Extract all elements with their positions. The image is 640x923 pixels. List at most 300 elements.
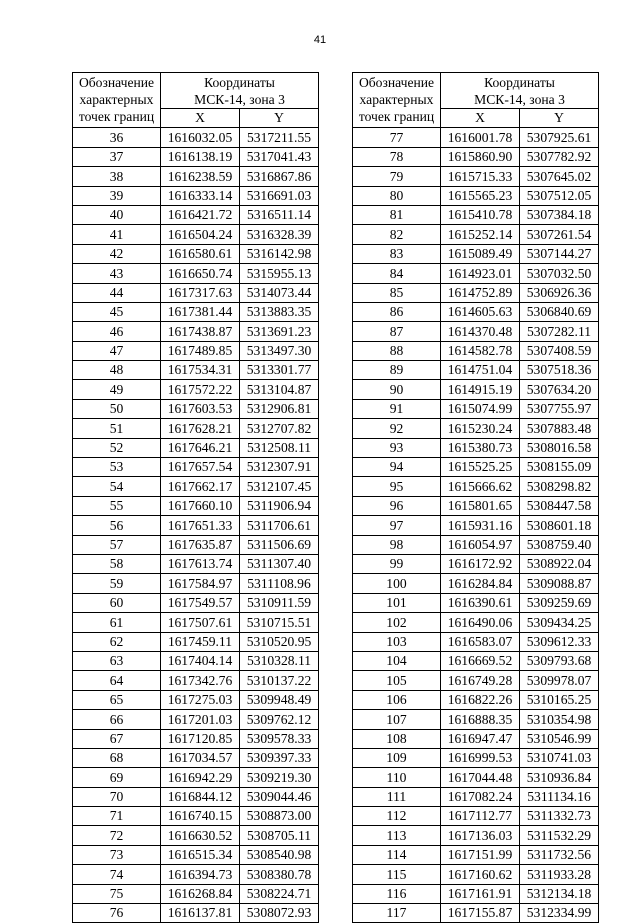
- x-coordinate-cell: 1617628.21: [161, 419, 240, 438]
- y-coordinate-cell: 5308298.82: [520, 477, 599, 496]
- x-coordinate-cell: 1615074.99: [441, 399, 520, 418]
- table-row: [73, 651, 319, 670]
- point-number-cell: 94: [353, 458, 441, 477]
- table-row: [73, 787, 319, 806]
- point-number-cell: 90: [353, 380, 441, 399]
- point-number-cell: 65: [73, 690, 161, 709]
- y-coordinate-cell: 5310741.03: [520, 748, 599, 767]
- point-number-cell: 110: [353, 768, 441, 787]
- x-coordinate-cell: 1616421.72: [161, 205, 240, 224]
- point-number-cell: 74: [73, 865, 161, 884]
- y-coordinate-cell: 5309948.49: [240, 690, 319, 709]
- y-coordinate-cell: 5307645.02: [520, 167, 599, 186]
- table-row: [353, 516, 599, 535]
- x-coordinate-cell: 1616515.34: [161, 845, 240, 864]
- point-number-cell: 108: [353, 729, 441, 748]
- x-coordinate-cell: 1616844.12: [161, 787, 240, 806]
- y-coordinate-cell: 5310715.51: [240, 613, 319, 632]
- point-number-cell: 95: [353, 477, 441, 496]
- point-number-cell: 79: [353, 167, 441, 186]
- y-coordinate-cell: 5309434.25: [520, 613, 599, 632]
- y-coordinate-cell: 5307512.05: [520, 186, 599, 205]
- point-number-cell: 39: [73, 186, 161, 205]
- y-coordinate-cell: 5307925.61: [520, 128, 599, 147]
- x-coordinate-cell: 1616650.74: [161, 264, 240, 283]
- x-coordinate-cell: 1616669.52: [441, 651, 520, 670]
- x-coordinate-cell: 1616390.61: [441, 593, 520, 612]
- point-label-header: Обозначение характерных точек границ: [353, 73, 441, 128]
- x-coordinate-cell: 1614751.04: [441, 361, 520, 380]
- table-row: [73, 128, 319, 147]
- y-coordinate-cell: 5312107.45: [240, 477, 319, 496]
- y-coordinate-cell: 5310520.95: [240, 632, 319, 651]
- point-number-cell: 63: [73, 651, 161, 670]
- x-coordinate-cell: 1617438.87: [161, 322, 240, 341]
- y-coordinate-cell: 5310911.59: [240, 593, 319, 612]
- table-row: [73, 458, 319, 477]
- coordinates-table-right: [352, 72, 599, 923]
- table-row: [353, 632, 599, 651]
- y-coordinate-cell: 5307384.18: [520, 205, 599, 224]
- x-coordinate-cell: 1616947.47: [441, 729, 520, 748]
- point-number-cell: 99: [353, 554, 441, 573]
- y-coordinate-cell: 5308922.04: [520, 554, 599, 573]
- x-coordinate-cell: 1617635.87: [161, 535, 240, 554]
- x-coordinate-cell: 1617275.03: [161, 690, 240, 709]
- y-coordinate-cell: 5309578.33: [240, 729, 319, 748]
- x-coordinate-cell: 1617489.85: [161, 341, 240, 360]
- y-coordinate-cell: 5311506.69: [240, 535, 319, 554]
- x-coordinate-cell: 1616580.61: [161, 244, 240, 263]
- table-row: [73, 438, 319, 457]
- table-row: [73, 147, 319, 166]
- point-number-cell: 78: [353, 147, 441, 166]
- x-coordinate-cell: 1617459.11: [161, 632, 240, 651]
- point-number-cell: 88: [353, 341, 441, 360]
- table-row: [353, 341, 599, 360]
- point-number-cell: 42: [73, 244, 161, 263]
- x-coordinate-cell: 1616504.24: [161, 225, 240, 244]
- y-coordinate-cell: 5307518.36: [520, 361, 599, 380]
- y-coordinate-cell: 5311933.28: [520, 865, 599, 884]
- table-row: [353, 147, 599, 166]
- point-number-cell: 80: [353, 186, 441, 205]
- point-number-cell: 47: [73, 341, 161, 360]
- x-coordinate-cell: 1615801.65: [441, 496, 520, 515]
- y-coordinate-cell: 5308380.78: [240, 865, 319, 884]
- y-coordinate-cell: 5310936.84: [520, 768, 599, 787]
- point-number-cell: 50: [73, 399, 161, 418]
- x-coordinate-cell: 1617082.24: [441, 787, 520, 806]
- table-row: [73, 632, 319, 651]
- table-row: [353, 380, 599, 399]
- table-row: [353, 613, 599, 632]
- point-number-cell: 84: [353, 264, 441, 283]
- x-coordinate-cell: 1617651.33: [161, 516, 240, 535]
- x-coordinate-cell: 1617572.22: [161, 380, 240, 399]
- y-coordinate-cell: 5312307.91: [240, 458, 319, 477]
- x-coordinate-cell: 1616740.15: [161, 807, 240, 826]
- table-row: [353, 729, 599, 748]
- x-coordinate-cell: 1614915.19: [441, 380, 520, 399]
- y-coordinate-cell: 5311906.94: [240, 496, 319, 515]
- x-coordinate-cell: 1617662.17: [161, 477, 240, 496]
- y-coordinate-cell: 5309397.33: [240, 748, 319, 767]
- table-row: [73, 341, 319, 360]
- y-coordinate-cell: 5306926.36: [520, 283, 599, 302]
- x-coordinate-cell: 1617507.61: [161, 613, 240, 632]
- point-number-cell: 117: [353, 904, 441, 923]
- point-number-cell: 69: [73, 768, 161, 787]
- table-row: [353, 186, 599, 205]
- point-number-cell: 75: [73, 884, 161, 903]
- y-coordinate-cell: 5307408.59: [520, 341, 599, 360]
- table-row: [353, 826, 599, 845]
- point-number-cell: 83: [353, 244, 441, 263]
- point-number-cell: 105: [353, 671, 441, 690]
- x-coordinate-cell: 1614370.48: [441, 322, 520, 341]
- x-coordinate-cell: 1617660.10: [161, 496, 240, 515]
- coordinates-table-left: [72, 72, 319, 923]
- point-number-cell: 64: [73, 671, 161, 690]
- point-number-cell: 114: [353, 845, 441, 864]
- x-coordinate-cell: 1616137.81: [161, 904, 240, 923]
- x-coordinate-cell: 1617136.03: [441, 826, 520, 845]
- table-row: [73, 574, 319, 593]
- x-coordinate-cell: 1616490.06: [441, 613, 520, 632]
- rows-right: [353, 128, 599, 923]
- table-row: [73, 826, 319, 845]
- y-coordinate-cell: 5306840.69: [520, 302, 599, 321]
- point-number-cell: 54: [73, 477, 161, 496]
- table-row: [353, 671, 599, 690]
- table-row: [73, 535, 319, 554]
- point-number-cell: 56: [73, 516, 161, 535]
- y-coordinate-cell: 5312906.81: [240, 399, 319, 418]
- table-row: [353, 787, 599, 806]
- table-row: [73, 477, 319, 496]
- x-coordinate-cell: 1615252.14: [441, 225, 520, 244]
- y-coordinate-cell: 5316511.14: [240, 205, 319, 224]
- x-coordinate-cell: 1617584.97: [161, 574, 240, 593]
- table-row: [73, 496, 319, 515]
- table-row: [353, 807, 599, 826]
- point-number-cell: 112: [353, 807, 441, 826]
- x-column-header: X: [441, 109, 520, 128]
- table-row: [73, 167, 319, 186]
- y-coordinate-cell: 5309219.30: [240, 768, 319, 787]
- point-number-cell: 96: [353, 496, 441, 515]
- table-row: [73, 225, 319, 244]
- point-number-cell: 85: [353, 283, 441, 302]
- point-number-cell: 62: [73, 632, 161, 651]
- point-number-cell: 40: [73, 205, 161, 224]
- x-coordinate-cell: 1615230.24: [441, 419, 520, 438]
- y-coordinate-cell: 5313883.35: [240, 302, 319, 321]
- y-coordinate-cell: 5310165.25: [520, 690, 599, 709]
- x-coordinate-cell: 1617549.57: [161, 593, 240, 612]
- x-coordinate-cell: 1617646.21: [161, 438, 240, 457]
- x-coordinate-cell: 1616172.92: [441, 554, 520, 573]
- y-coordinate-cell: 5308873.00: [240, 807, 319, 826]
- point-number-cell: 81: [353, 205, 441, 224]
- y-coordinate-cell: 5311332.73: [520, 807, 599, 826]
- x-coordinate-cell: 1614923.01: [441, 264, 520, 283]
- y-coordinate-cell: 5307782.92: [520, 147, 599, 166]
- table-row: [73, 748, 319, 767]
- x-coordinate-cell: 1617342.76: [161, 671, 240, 690]
- table-row: [353, 496, 599, 515]
- point-number-cell: 55: [73, 496, 161, 515]
- y-coordinate-cell: 5308705.11: [240, 826, 319, 845]
- table-row: [73, 399, 319, 418]
- y-coordinate-cell: 5311134.16: [520, 787, 599, 806]
- point-number-cell: 97: [353, 516, 441, 535]
- y-coordinate-cell: 5311706.61: [240, 516, 319, 535]
- x-coordinate-cell: 1616001.78: [441, 128, 520, 147]
- x-coordinate-cell: 1615931.16: [441, 516, 520, 535]
- table-row: [73, 884, 319, 903]
- x-coordinate-cell: 1614582.78: [441, 341, 520, 360]
- coordinates-header: Координаты МСК-14, зона 3: [161, 73, 319, 109]
- table-row: [73, 613, 319, 632]
- x-coordinate-cell: 1617317.63: [161, 283, 240, 302]
- point-number-cell: 72: [73, 826, 161, 845]
- point-number-cell: 113: [353, 826, 441, 845]
- point-number-cell: 57: [73, 535, 161, 554]
- y-coordinate-cell: 5310137.22: [240, 671, 319, 690]
- point-label-header: Обозначение характерных точек границ: [73, 73, 161, 128]
- y-coordinate-cell: 5316691.03: [240, 186, 319, 205]
- table-row: [353, 361, 599, 380]
- rows-left: [73, 128, 319, 923]
- point-number-cell: 58: [73, 554, 161, 573]
- y-coordinate-cell: 5308072.93: [240, 904, 319, 923]
- y-coordinate-cell: 5308601.18: [520, 516, 599, 535]
- point-number-cell: 100: [353, 574, 441, 593]
- point-number-cell: 77: [353, 128, 441, 147]
- y-coordinate-cell: 5313301.77: [240, 361, 319, 380]
- y-coordinate-cell: 5307755.97: [520, 399, 599, 418]
- table-row: [353, 690, 599, 709]
- table-row: [73, 322, 319, 341]
- coordinates-header: Координаты МСК-14, зона 3: [441, 73, 599, 109]
- point-number-cell: 37: [73, 147, 161, 166]
- table-row: [73, 554, 319, 573]
- table-row: [353, 884, 599, 903]
- y-coordinate-cell: 5309259.69: [520, 593, 599, 612]
- y-coordinate-cell: 5307883.48: [520, 419, 599, 438]
- x-coordinate-cell: 1615380.73: [441, 438, 520, 457]
- table-row: [353, 477, 599, 496]
- y-coordinate-cell: 5307032.50: [520, 264, 599, 283]
- table-row: [353, 419, 599, 438]
- x-coordinate-cell: 1616268.84: [161, 884, 240, 903]
- table-row: [353, 205, 599, 224]
- y-coordinate-cell: 5309793.68: [520, 651, 599, 670]
- point-number-cell: 43: [73, 264, 161, 283]
- table-row: [73, 593, 319, 612]
- point-number-cell: 116: [353, 884, 441, 903]
- point-number-cell: 51: [73, 419, 161, 438]
- table-row: [353, 710, 599, 729]
- table-row: [353, 651, 599, 670]
- table-row: [73, 516, 319, 535]
- point-number-cell: 92: [353, 419, 441, 438]
- y-coordinate-cell: 5316142.98: [240, 244, 319, 263]
- table-row: [353, 904, 599, 923]
- x-coordinate-cell: 1617161.91: [441, 884, 520, 903]
- x-coordinate-cell: 1617034.57: [161, 748, 240, 767]
- point-number-cell: 73: [73, 845, 161, 864]
- y-coordinate-cell: 5308155.09: [520, 458, 599, 477]
- x-coordinate-cell: 1617044.48: [441, 768, 520, 787]
- x-column-header: X: [161, 109, 240, 128]
- y-coordinate-cell: 5317041.43: [240, 147, 319, 166]
- y-coordinate-cell: 5309762.12: [240, 710, 319, 729]
- y-coordinate-cell: 5310354.98: [520, 710, 599, 729]
- table-row: [353, 244, 599, 263]
- table-row: [353, 438, 599, 457]
- point-number-cell: 91: [353, 399, 441, 418]
- table-row: [73, 302, 319, 321]
- y-coordinate-cell: 5308540.98: [240, 845, 319, 864]
- point-number-cell: 109: [353, 748, 441, 767]
- x-coordinate-cell: 1617112.77: [441, 807, 520, 826]
- table-row: [353, 225, 599, 244]
- y-coordinate-cell: 5311307.40: [240, 554, 319, 573]
- x-coordinate-cell: 1617201.03: [161, 710, 240, 729]
- table-row: [73, 845, 319, 864]
- y-coordinate-cell: 5310546.99: [520, 729, 599, 748]
- y-coordinate-cell: 5308224.71: [240, 884, 319, 903]
- point-number-cell: 67: [73, 729, 161, 748]
- point-number-cell: 48: [73, 361, 161, 380]
- x-coordinate-cell: 1616394.73: [161, 865, 240, 884]
- point-number-cell: 86: [353, 302, 441, 321]
- x-coordinate-cell: 1616822.26: [441, 690, 520, 709]
- table-row: [73, 807, 319, 826]
- x-coordinate-cell: 1617657.54: [161, 458, 240, 477]
- point-number-cell: 89: [353, 361, 441, 380]
- y-coordinate-cell: 5311108.96: [240, 574, 319, 593]
- y-coordinate-cell: 5310328.11: [240, 651, 319, 670]
- x-coordinate-cell: 1617404.14: [161, 651, 240, 670]
- point-number-cell: 93: [353, 438, 441, 457]
- x-coordinate-cell: 1615565.23: [441, 186, 520, 205]
- table-row: [353, 535, 599, 554]
- x-coordinate-cell: 1616238.59: [161, 167, 240, 186]
- x-coordinate-cell: 1616284.84: [441, 574, 520, 593]
- table-row: [353, 593, 599, 612]
- y-coordinate-cell: 5313691.23: [240, 322, 319, 341]
- table-row: [73, 671, 319, 690]
- table-row: [73, 264, 319, 283]
- table-row: [73, 186, 319, 205]
- point-number-cell: 106: [353, 690, 441, 709]
- table-row: [353, 128, 599, 147]
- y-coordinate-cell: 5307261.54: [520, 225, 599, 244]
- y-coordinate-cell: 5316867.86: [240, 167, 319, 186]
- table-row: [353, 845, 599, 864]
- point-number-cell: 87: [353, 322, 441, 341]
- table-row: [353, 865, 599, 884]
- table-row: [353, 322, 599, 341]
- y-coordinate-cell: 5309612.33: [520, 632, 599, 651]
- y-coordinate-cell: 5312707.82: [240, 419, 319, 438]
- point-number-cell: 82: [353, 225, 441, 244]
- y-coordinate-cell: 5307144.27: [520, 244, 599, 263]
- point-number-cell: 53: [73, 458, 161, 477]
- point-number-cell: 103: [353, 632, 441, 651]
- x-coordinate-cell: 1617534.31: [161, 361, 240, 380]
- table-row: [353, 264, 599, 283]
- x-coordinate-cell: 1616138.19: [161, 147, 240, 166]
- y-coordinate-cell: 5307282.11: [520, 322, 599, 341]
- point-number-cell: 107: [353, 710, 441, 729]
- point-number-cell: 41: [73, 225, 161, 244]
- table-row: [73, 205, 319, 224]
- table-row: [73, 244, 319, 263]
- x-coordinate-cell: 1615860.90: [441, 147, 520, 166]
- page-number: 41: [313, 34, 327, 46]
- point-number-cell: 52: [73, 438, 161, 457]
- y-coordinate-cell: 5312134.18: [520, 884, 599, 903]
- point-number-cell: 46: [73, 322, 161, 341]
- y-coordinate-cell: 5309044.46: [240, 787, 319, 806]
- x-coordinate-cell: 1615089.49: [441, 244, 520, 263]
- table-row: [353, 302, 599, 321]
- point-number-cell: 101: [353, 593, 441, 612]
- table-row: [73, 283, 319, 302]
- point-number-cell: 71: [73, 807, 161, 826]
- table-row: [353, 399, 599, 418]
- table-row: [73, 690, 319, 709]
- point-number-cell: 111: [353, 787, 441, 806]
- point-number-cell: 76: [73, 904, 161, 923]
- x-coordinate-cell: 1617160.62: [441, 865, 520, 884]
- x-coordinate-cell: 1616999.53: [441, 748, 520, 767]
- y-coordinate-cell: 5316328.39: [240, 225, 319, 244]
- table-row: [73, 380, 319, 399]
- x-coordinate-cell: 1617151.99: [441, 845, 520, 864]
- table-row: [353, 748, 599, 767]
- x-coordinate-cell: 1617603.53: [161, 399, 240, 418]
- table-row: [353, 458, 599, 477]
- point-number-cell: 49: [73, 380, 161, 399]
- x-coordinate-cell: 1616630.52: [161, 826, 240, 845]
- table-row: [353, 768, 599, 787]
- table-row: [73, 710, 319, 729]
- table-row: [73, 904, 319, 923]
- x-coordinate-cell: 1617613.74: [161, 554, 240, 573]
- x-coordinate-cell: 1615715.33: [441, 167, 520, 186]
- y-column-header: Y: [240, 109, 319, 128]
- table-row: [73, 419, 319, 438]
- x-coordinate-cell: 1617381.44: [161, 302, 240, 321]
- y-coordinate-cell: 5313497.30: [240, 341, 319, 360]
- table-row: [73, 865, 319, 884]
- point-number-cell: 68: [73, 748, 161, 767]
- x-coordinate-cell: 1616583.07: [441, 632, 520, 651]
- point-number-cell: 61: [73, 613, 161, 632]
- table-row: [353, 167, 599, 186]
- point-number-cell: 104: [353, 651, 441, 670]
- x-coordinate-cell: 1614605.63: [441, 302, 520, 321]
- y-coordinate-cell: 5312508.11: [240, 438, 319, 457]
- x-coordinate-cell: 1615666.62: [441, 477, 520, 496]
- table-row: [73, 768, 319, 787]
